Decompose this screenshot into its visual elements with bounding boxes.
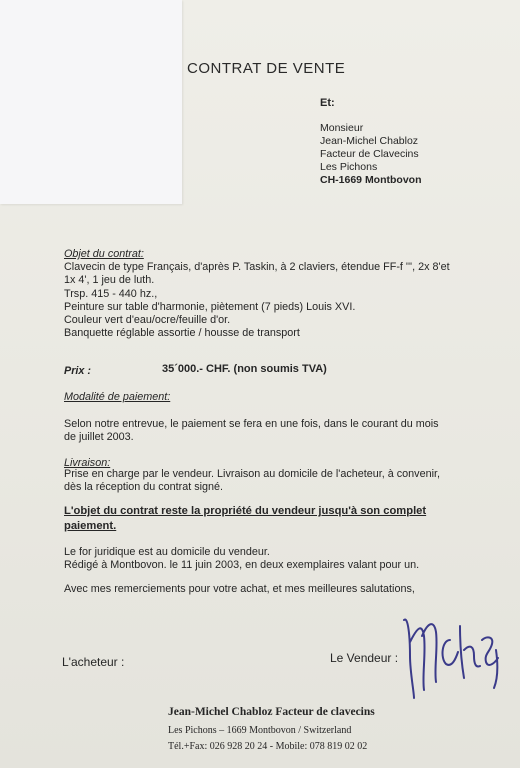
objet-line: Trsp. 415 - 440 hz., [64, 288, 158, 300]
delivery-line: dès la réception du contrat signé. [64, 481, 224, 493]
objet-line: Banquette réglable assortie / housse de transport [64, 327, 300, 339]
recipient-line: Monsieur [320, 122, 364, 134]
recipient-line: Jean-Michel Chabloz [320, 135, 419, 147]
price-label: Prix : [64, 365, 92, 377]
closing-text: Avec mes remerciements pour votre achat, et mes meilleures salutations, [64, 583, 415, 595]
ownership-clause: paiement. [64, 520, 117, 532]
page-title: CONTRAT DE VENTE [187, 60, 346, 77]
footer-name: Jean-Michel Chabloz Facteur de clavecins [168, 706, 375, 718]
footer-contact: Tél.+Fax: 026 928 20 24 - Mobile: 078 819 02 02 [168, 741, 368, 752]
recipient-city: CH-1669 Montbovon [320, 174, 422, 186]
recipient-line: Les Pichons [320, 161, 378, 173]
objet-heading: Objet du contrat: [64, 248, 144, 260]
payment-heading: Modalité de paiement: [64, 391, 171, 403]
footer-address: Les Pichons – 1669 Montbovon / Switzerland [168, 725, 352, 736]
delivery-line: Prise en charge par le vendeur. Livraison au domicile de l'acheteur, à convenir, [64, 468, 440, 480]
objet-line: Peinture sur table d'harmonie, piètement (7 pieds) Louis XVI. [64, 301, 356, 313]
objet-line: Couleur vert d'eau/ocre/feuille d'or. [64, 314, 231, 326]
payment-line: Selon notre entrevue, le paiement se fera en une fois, dans le courant du mois [64, 418, 439, 430]
payment-line: de juillet 2003. [64, 431, 134, 443]
objet-line: Clavecin de type Français, d'après P. Taskin, à 2 claviers, étendue FF-f ''', 2x 8'et [64, 261, 450, 273]
paper-sticker [0, 0, 182, 204]
objet-line: 1x 4', 1 jeu de luth. [64, 274, 155, 286]
jurisdiction-line: Rédigé à Montbovon. le 11 juin 2003, en deux exemplaires valant pour un. [64, 559, 420, 571]
price-value: 35´000.- CHF. (non soumis TVA) [162, 363, 327, 375]
jurisdiction-line: Le for juridique est au domicile du vendeur. [64, 546, 270, 558]
buyer-signature-label: L'acheteur : [62, 655, 125, 669]
recipient-line: Facteur de Clavecins [320, 148, 419, 160]
seller-signature-label: Le Vendeur : [330, 651, 399, 665]
handwritten-signature [398, 606, 506, 702]
delivery-heading: Livraison: [64, 457, 111, 469]
ownership-clause: L'objet du contrat reste la propriété du vendeur jusqu'à son complet [64, 505, 427, 517]
recipient-label: Et: [320, 97, 335, 109]
